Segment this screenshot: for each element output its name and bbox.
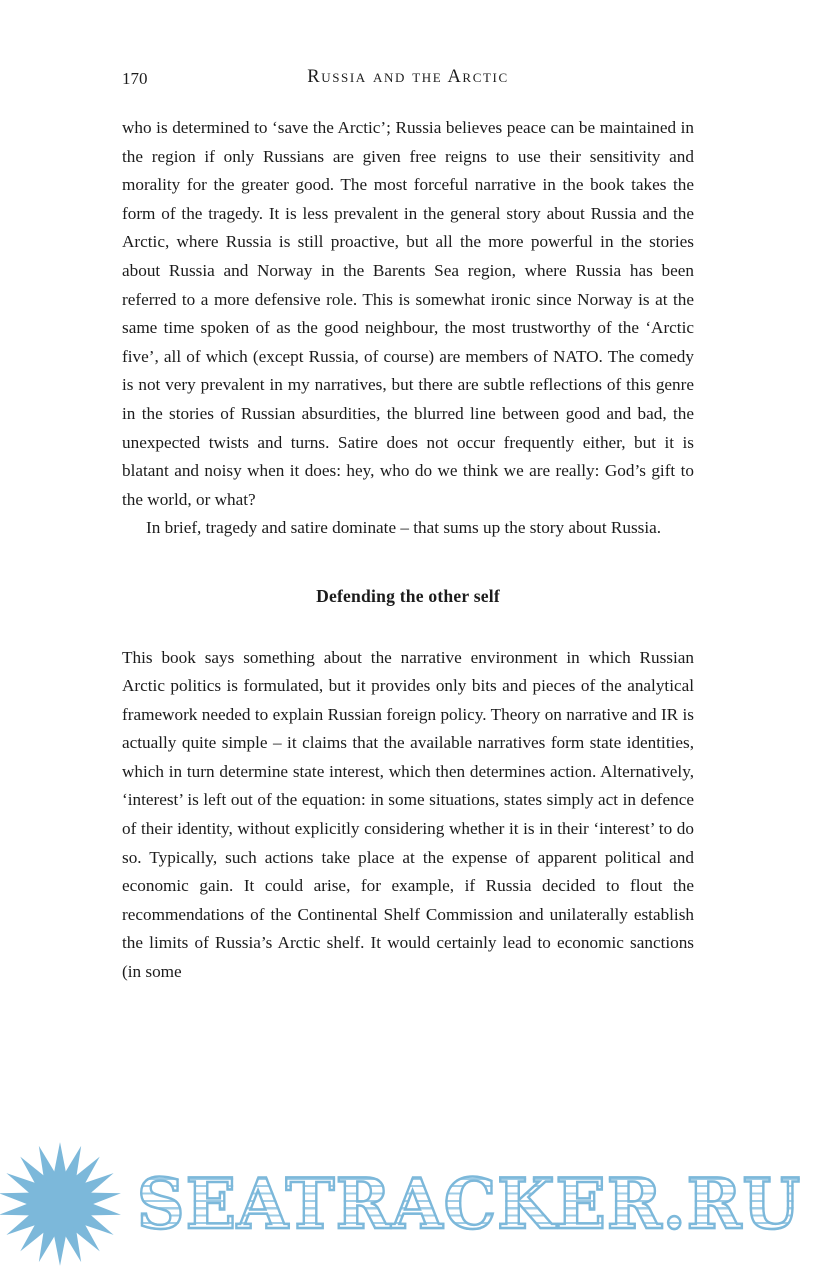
body-text bbox=[122, 114, 694, 987]
paragraph-2: In brief, tragedy and satire dominate – that sums up the story about Russia. bbox=[146, 518, 662, 538]
running-head: Russia and the Arctic bbox=[307, 67, 509, 87]
watermark-text: SEATRACKER.RU bbox=[124, 1163, 814, 1245]
section-heading: Defending the other self bbox=[316, 585, 500, 606]
paragraph-3: This book says something about the narrative environment in which Russian Arctic politics is formulated, but it provides only bits and pieces of the analytical framework needed to explain Russian foreign policy. Theory on narrative and IR is actually quite simple – it claims that the available narratives form state identities, which in turn determine state interest, which then determines action. Alternatively, ‘interest’ is left out of the equation: in some situations, states simply act in defence of their identity, without explicitly considering whether it is in their ‘interest’ to do so. Typically, such actions take place at the expense of apparent political and economic gain. It could arise, for example, if Russia decided to flout the recommendations of the Continental Shelf Commission and unilaterally establish the limits of Russia’s Arctic shelf. It would certainly lead to economic sanctions (in some bbox=[122, 647, 694, 982]
sun-icon bbox=[0, 1140, 124, 1268]
watermark bbox=[0, 1139, 814, 1269]
page-header bbox=[122, 67, 694, 93]
paragraph-1: who is determined to ‘save the Arctic’; Russia believes peace can be maintained in the region if only Russians are given free reigns to use their sensitivity and morality for the greater good. The most forceful narrative in the book takes the form of the tragedy. It is less prevalent in the general story about Russia and the Arctic, where Russia is still proactive, but all the more powerful in the stories about Russia and Norway in the Barents Sea region, where Russia has been referred to a more defensive role. This is somewhat ironic since Norway is at the same time spoken of as the good neighbour, the most trustworthy of the ‘Arctic five’, all of which (except Russia, of course) are members of NATO. The comedy is not very prevalent in my narratives, but there are subtle reflections of this genre in the stories of Russian absurdities, the blurred line between good and bad, the unexpected twists and turns. Satire does not occur frequently either, but it is blatant and noisy when it does: hey, who do we think we are really: God’s gift to the world, or what? bbox=[122, 118, 694, 509]
page-number: 170 bbox=[122, 69, 148, 88]
